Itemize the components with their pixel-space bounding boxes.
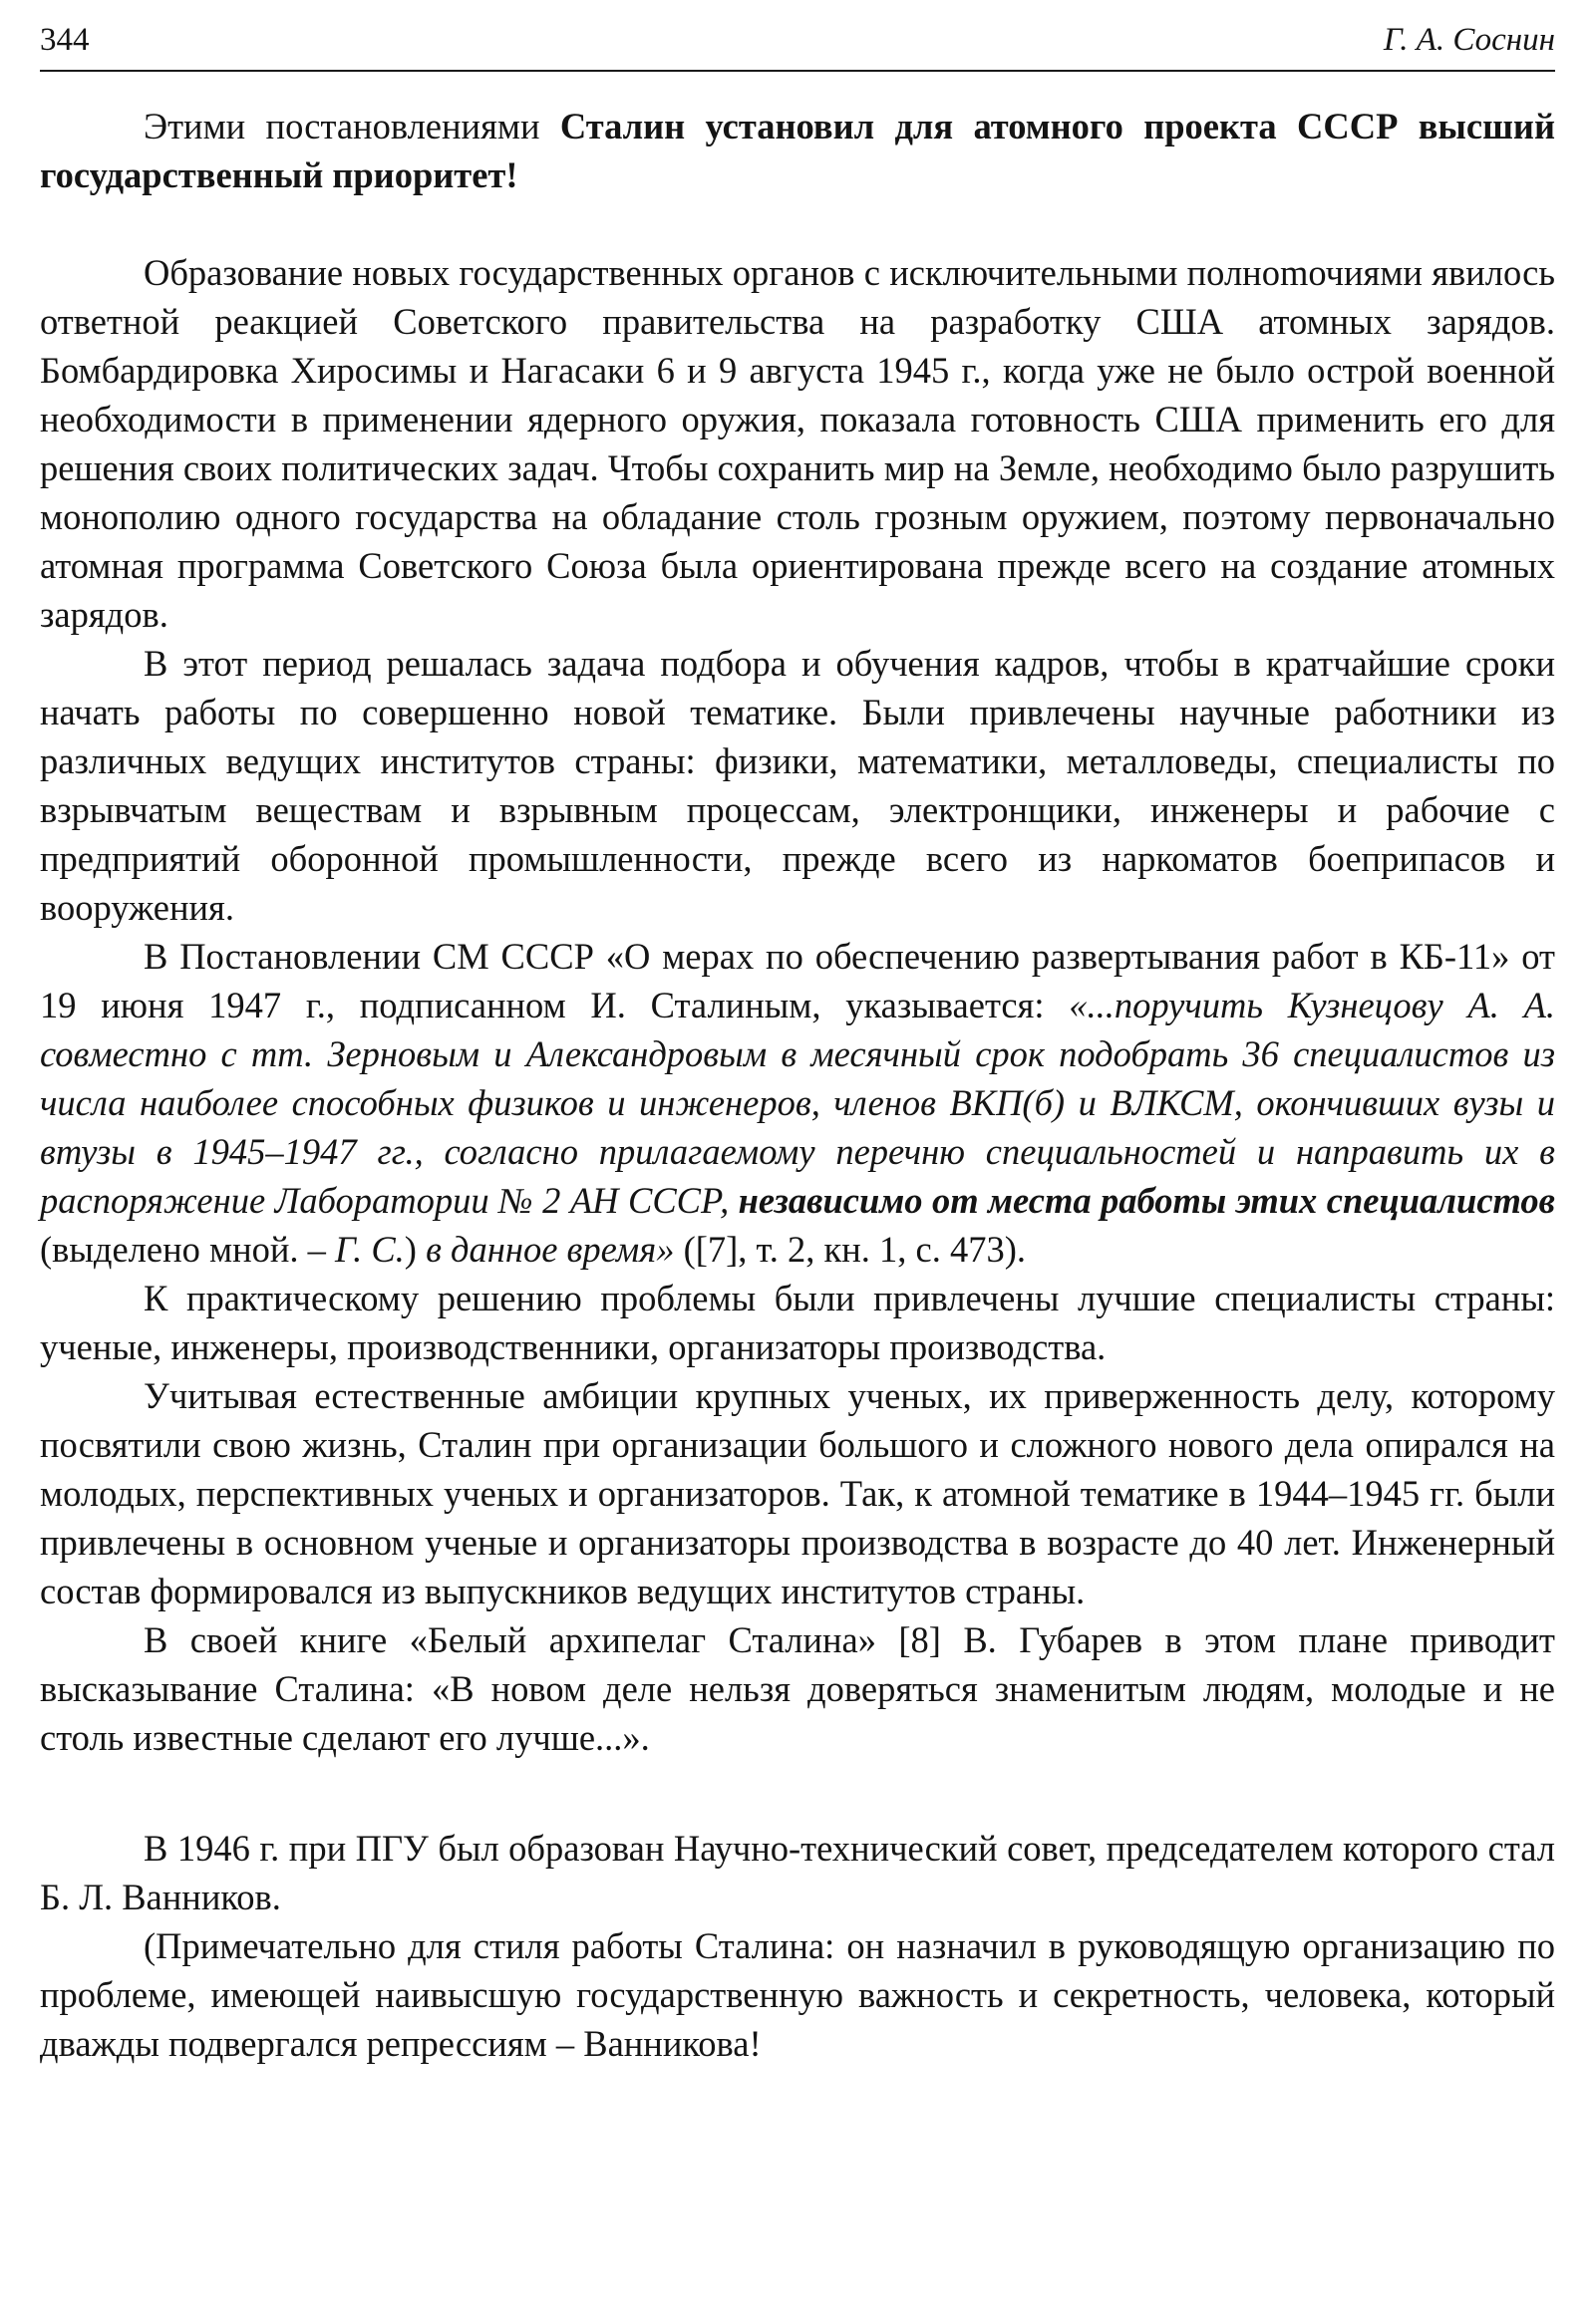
quote-remark: (выделено мной. – bbox=[40, 1229, 336, 1270]
quote-citation: ([7], т. 2, кн. 1, с. 473). bbox=[674, 1229, 1026, 1270]
lead-text: Этими постановлениями bbox=[144, 106, 560, 146]
quote-paren: ) bbox=[404, 1229, 427, 1270]
paragraph: Образование новых государственных органов с исключительными полноmочиями явилось ответной реакцией Советского правительства на разработку США атомных зарядов. Бомбардировка Хиросимы и Нагасаки 6 и 9 августа 1945 г., когда уже не было острой военной необходимости в применении ядерного оружия, показала готовность США применить его для решения своих политических задач. Чтобы сохранить мир на Земле, необходимо было разрушить монополию одного государства на обладание столь грозным оружием, поэтому первоначально атомная программа Советского Союза была ориентирована прежде всего на создание атомных зарядов. bbox=[40, 252, 1555, 635]
quote-initials: Г. С. bbox=[335, 1229, 405, 1270]
quote-italic: «...поручить Кузнецову А. А. совместно с тт. Зерновым и Александровым в месячный срок подобрать 36 специалистов из числа наиболее способных физиков и инженеров, членов ВКП(б) и ВЛКСМ, окончивших вузы и втузы в 1945–1947 гг., согласно прилагаемому перечню специальностей и направить их в распоряжение Лаборатории № 2 АН СССР, bbox=[40, 985, 1555, 1221]
running-author: Г. А. Соснин bbox=[1383, 22, 1555, 58]
paragraph: Учитывая естественные амбиции крупных ученых, их приверженность делу, которому посвятили свою жизнь, Сталин при организации большого и сложного нового дела опирался на молодых, перспективных ученых и организаторов. Так, к атомной тематике в 1944–1945 гг. были привлечены в основном ученые и организаторы производства в возрасте до 40 лет. Инженерный состав формировался из выпускников ведущих институтов страны. bbox=[40, 1375, 1555, 1611]
quote-bold-italic: независимо от места работы этих специалистов bbox=[738, 1180, 1555, 1221]
paragraph-quote bbox=[40, 932, 1555, 1274]
quote-end: в данное время» bbox=[426, 1229, 675, 1270]
paragraph: В 1946 г. при ПГУ был образован Научно-технический совет, председателем которого стал Б. Л. Ванников. bbox=[40, 1828, 1555, 1917]
book-page bbox=[40, 20, 1555, 2068]
running-header bbox=[40, 20, 1555, 72]
paragraph: К практическому решению проблемы были привлечены лучшие специалисты страны: ученые, инженеры, производственники, организаторы производства. bbox=[40, 1278, 1555, 1367]
paragraph: В этот период решалась задача подбора и обучения кадров, чтобы в кратчайшие сроки начать работы по совершенно новой тематике. Были привлечены научные работники из различных ведущих институтов страны: физики, математики, металловеды, специалисты по взрывчатым веществам и взрывным процессам, электронщики, инженеры и рабочие с предприятий оборонной промышленности, прежде всего из наркоматов боеприпасов и вооружения. bbox=[40, 643, 1555, 928]
lead-bold: Сталин установил для атомного проекта СССР высший государственный приоритет! bbox=[40, 106, 1555, 195]
paragraph: В своей книге «Белый архипелаг Сталина» [8] В. Губарев в этом плане приводит высказывание Сталина: «В новом деле нельзя доверяться знаменитым людям, молодые и не столь известные сделают его лучше...». bbox=[40, 1619, 1555, 1758]
paragraph-lead bbox=[40, 102, 1555, 199]
paragraph: (Примечательно для стиля работы Сталина: он назначил в руководящую организацию по проблеме, имеющей наивысшую государственную важность и секретность, человека, который дважды подвергался репрессиям – Ванникова! bbox=[40, 1925, 1555, 2064]
quote-intro: В Постановлении СМ СССР «О мерах по обеспечению развертывания работ в КБ-11» от 19 июня 1947 г., подписанном И. Сталиным, указывается: bbox=[40, 936, 1555, 1025]
page-number: 344 bbox=[40, 22, 90, 58]
body-text bbox=[40, 102, 1555, 2068]
